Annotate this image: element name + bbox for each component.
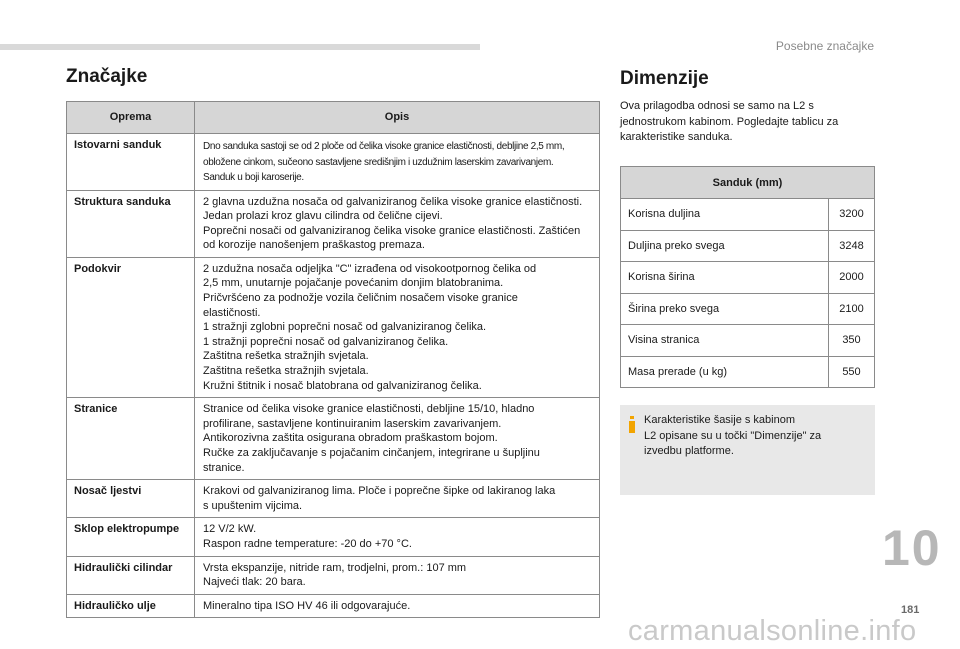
watermark: carmanualsonline.info	[628, 615, 917, 647]
feature-description	[195, 518, 600, 556]
dimension-value: 3200	[829, 199, 875, 231]
table-row	[67, 257, 600, 397]
dimension-value: 350	[829, 325, 875, 357]
dimension-label: Duljina preko svega	[621, 230, 829, 262]
description-line: Sanduk u boji karoserije.	[203, 172, 304, 183]
description-line: Zaštitna rešetka stražnjih svjetala.	[203, 365, 369, 378]
column-header-equipment: Oprema	[67, 102, 195, 134]
chapter-number: 10	[882, 520, 942, 576]
dimension-value: 2100	[829, 293, 875, 325]
table-row	[67, 594, 600, 618]
description-line: Kružni štitnik i nosač blatobrana od galvaniziranog čelika.	[203, 379, 482, 392]
box-table-body	[621, 199, 875, 388]
table-row	[67, 518, 600, 556]
info-line: Karakteristike šasije s kabinom	[644, 414, 796, 426]
feature-label: Podokvir	[67, 257, 195, 397]
description-line: elastičnosti.	[203, 306, 261, 319]
description-line: 2 glavna uzdužna nosača od galvaniziranog čelika visoke granice elastičnosti.	[203, 195, 583, 208]
box-table-header	[621, 167, 875, 199]
table-row	[67, 556, 600, 594]
dimension-label: Širina preko svega	[621, 293, 829, 325]
intro-line: karakteristike sanduka.	[620, 131, 733, 144]
description-line: 12 V/2 kW.	[203, 523, 257, 536]
top-divider-bar	[0, 44, 480, 50]
dimensions-title: Dimenzije	[620, 68, 709, 89]
features-table-header	[67, 102, 600, 134]
box-dimensions-table	[620, 166, 875, 388]
feature-label: Hidrauličko ulje	[67, 594, 195, 618]
description-line: 2,5 mm, unutarnje pojačanje povećanim donjim blatobranima.	[203, 277, 504, 290]
table-row	[67, 134, 600, 191]
description-line: Poprečni nosači od galvaniziranog čelika visoke granice elastičnosti. Zaštićen	[203, 224, 581, 237]
dimension-label: Masa prerade (u kg)	[621, 356, 829, 388]
feature-label: Istovarni sanduk	[67, 134, 195, 191]
table-row	[621, 230, 875, 262]
description-line: Antikorozivna zaštita osigurana obradom praškastom bojom.	[203, 432, 498, 445]
feature-description	[195, 257, 600, 397]
feature-label: Nosač ljestvi	[67, 480, 195, 518]
feature-description	[195, 594, 600, 618]
features-table	[66, 101, 600, 618]
dimension-value: 550	[829, 356, 875, 388]
table-row	[621, 325, 875, 357]
table-row	[621, 356, 875, 388]
description-line: Krakovi od galvaniziranog lima. Ploče i poprečne šipke od lakiranog laka	[203, 485, 556, 498]
description-line: Ručke za zaključavanje s pojačanim cinčanjem, integrirane u šupljinu	[203, 447, 540, 459]
dimension-label: Korisna širina	[621, 262, 829, 294]
description-line: s upuštenim vijcima.	[203, 499, 303, 512]
info-note	[620, 405, 875, 495]
description-line: stranice.	[203, 461, 245, 474]
table-row	[621, 262, 875, 294]
info-icon	[627, 416, 637, 433]
intro-line: Ova prilagodba odnosi se samo na L2 s	[620, 100, 814, 112]
description-line: Pričvršćeno za podnožje vozila čeličnim nosačem visoke granice	[203, 292, 518, 305]
features-table-body	[67, 134, 600, 618]
description-line: 1 stražnji poprečni nosač od galvaniziranog čelika.	[203, 335, 449, 348]
description-line: 1 stražnji zglobni poprečni nosač od galvaniziranog čelika.	[203, 321, 487, 334]
description-line: 2 uzdužna nosača odjeljka "C" izrađena od visokootpornog čelika od	[203, 262, 537, 275]
description-line: Vrsta ekspanzije, nitride ram, trodjelni, prom.: 107 mm	[203, 561, 467, 574]
column-header-description: Opis	[195, 102, 600, 134]
features-title: Značajke	[66, 66, 148, 87]
description-line: Mineralno tipa ISO HV 46 ili odgovarajuće.	[203, 599, 411, 612]
feature-description	[195, 190, 600, 257]
feature-label: Stranice	[67, 398, 195, 480]
description-line: Dno sanduka sastoji se od 2 ploče od čelika visoke granice elastičnosti, debljine 2,5 mm,	[203, 141, 565, 152]
feature-label: Sklop elektropumpe	[67, 518, 195, 556]
table-row	[67, 190, 600, 257]
section-header: Posebne značajke	[775, 39, 874, 53]
table-row	[67, 398, 600, 480]
dimension-label: Visina stranica	[621, 325, 829, 357]
description-line: od korozije nanošenjem praškastog premaza.	[203, 239, 425, 252]
dimensions-intro	[620, 99, 870, 146]
description-line: obložene cinkom, sučeono sastavljene središnjim i uzdužnim laserskim zavarivanjem.	[203, 156, 554, 168]
description-line: Raspon radne temperature: -20 do +70 °C.	[203, 537, 412, 550]
dimension-value: 3248	[829, 230, 875, 262]
feature-label: Struktura sanduka	[67, 190, 195, 257]
page-number: 181	[901, 604, 920, 616]
table-row	[621, 293, 875, 325]
description-line: Stranice od čelika visoke granice elastičnosti, debljine 15/10, hladno	[203, 403, 535, 416]
description-line: Jedan prolazi kroz glavu cilindra od čelične cijevi.	[203, 210, 443, 223]
box-table-title: Sanduk (mm)	[621, 167, 875, 199]
feature-label: Hidraulički cilindar	[67, 556, 195, 594]
description-line: profilirane, sastavljene kontinuiranim laserskim zavarivanjem.	[203, 417, 502, 430]
feature-description	[195, 480, 600, 518]
info-note-text	[644, 413, 865, 460]
table-row	[67, 480, 600, 518]
description-line: Najveći tlak: 20 bara.	[203, 576, 306, 589]
table-row	[621, 199, 875, 231]
feature-description	[195, 556, 600, 594]
dimension-value: 2000	[829, 262, 875, 294]
dimension-label: Korisna duljina	[621, 199, 829, 231]
feature-description	[195, 134, 600, 191]
feature-description	[195, 398, 600, 480]
intro-line: jednostrukom kabinom. Pogledajte tablicu za	[620, 115, 839, 128]
info-line: izvedbu platforme.	[644, 445, 734, 457]
description-line: Zaštitna rešetka stražnjih svjetala.	[203, 350, 369, 363]
info-line: L2 opisane su u točki "Dimenzije" za	[644, 429, 822, 442]
